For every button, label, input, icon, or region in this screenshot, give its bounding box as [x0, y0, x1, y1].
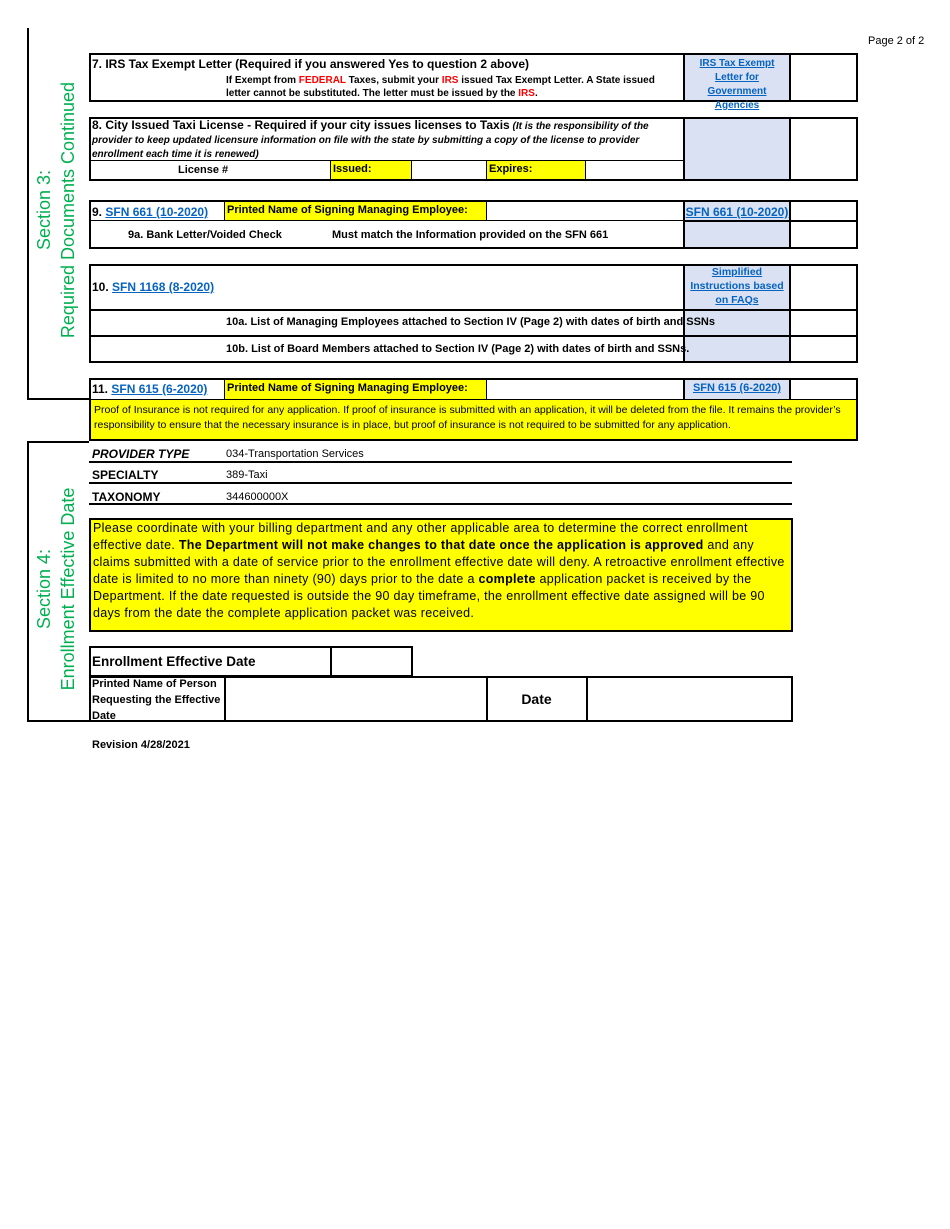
item11-printed-name-label: Printed Name of Signing Managing Employee:	[225, 380, 486, 399]
sfn-615-link[interactable]: SFN 615 (6-2020)	[111, 382, 208, 396]
item9-printed-name-label: Printed Name of Signing Managing Employee:	[225, 202, 486, 220]
item8-blue-cell	[683, 119, 791, 179]
insurance-note: Proof of Insurance is not required for any application. If proof of insurance is submitted with an application, it will be deleted from the file. It remains the provider’s responsibility to ensure that the necessary insurance is in place, but proof of insurance is not required to be submitted for any application.	[89, 399, 858, 441]
provider-type-label: PROVIDER TYPE	[92, 447, 190, 461]
section4-title: Section 4: Enrollment Effective Date	[34, 487, 78, 691]
item7-title: 7. IRS Tax Exempt Letter (Required if you answered Yes to question 2 above)	[92, 57, 530, 71]
specialty-label: SPECIALTY	[92, 468, 159, 482]
item11-printed-name-field[interactable]	[487, 380, 682, 399]
issued-label: Issued:	[330, 161, 412, 179]
expires-label: Expires:	[486, 161, 586, 179]
specialty-value: 389-Taxi	[226, 469, 268, 481]
bank-letter-label: 9a. Bank Letter/Voided Check	[128, 229, 282, 241]
managing-employees-list-label: 10a. List of Managing Employees attached to Section IV (Page 2) with dates of birth and SSNs	[226, 316, 715, 328]
page-number: Page 2 of 2	[868, 35, 925, 47]
effective-date-label: Enrollment Effective Date	[92, 654, 256, 669]
date-label: Date	[521, 691, 552, 707]
requester-name-label: Printed Name of Person Requesting the Effective Date	[92, 678, 221, 722]
license-number-label: License #	[178, 164, 229, 176]
item11-label: 11. SFN 615 (6-2020)	[92, 382, 208, 396]
date-field[interactable]	[588, 678, 791, 720]
provider-type-value: 034-Transportation Services	[226, 448, 364, 460]
bank-letter-note: Must match the Information provided on the SFN 661	[332, 229, 609, 241]
taxonomy-label: TAXONOMY	[92, 490, 161, 504]
item9-printed-name-field[interactable]	[487, 202, 682, 220]
effective-date-field[interactable]	[332, 648, 411, 675]
effective-date-notice: Please coordinate with your billing department and any other applicable area to determine the correct enrollment effective date. The Department will not make changes to that date once the application is approved and any claims submitted with a date of service prior to the enrollment effective date will deny. A retroactive enrollment effective date is limited to no more than ninety (90) days prior to the date a complete application packet is received by the Department. If the date requested is outside the 90 day timeframe, the enrollment effective date assigned will be 90 days from the date the complete application packet was received.	[89, 518, 793, 632]
sfn-661-link[interactable]: SFN 661 (10-2020)	[105, 205, 209, 219]
revision-date: Revision 4/28/2021	[92, 739, 190, 751]
item7-description: If Exempt from FEDERAL Taxes, submit your IRS issued Tax Exempt Letter. A State issued letter cannot be substituted. The letter must be issued by the IRS.	[226, 75, 655, 99]
irs-tax-exempt-letter-link[interactable]: IRS Tax Exempt Letter for Government Agencies	[699, 58, 775, 111]
sfn-615-side-link[interactable]: SFN 615 (6-2020)	[692, 382, 782, 394]
item10-label: 10. SFN 1168 (8-2020)	[92, 280, 215, 294]
requester-name-field[interactable]	[226, 678, 485, 720]
item8-title: 8. City Issued Taxi License - Required if your city issues licenses to Taxis (It is the responsibility of the provider to keep updated licensure information on file with the state by submitting a copy of the license to provider enrollment each time it is renewed)	[92, 118, 649, 160]
sfn-661-side-link[interactable]: SFN 661 (10-2020)	[685, 205, 789, 219]
section3-title: Section 3: Required Documents Continued	[34, 81, 78, 339]
issued-date-field[interactable]	[413, 161, 486, 179]
taxonomy-value: 344600000X	[226, 491, 289, 503]
expires-date-field[interactable]	[587, 161, 682, 179]
simplified-instructions-link[interactable]: Simplified Instructions based on FAQs	[690, 266, 784, 306]
item9-label: 9. SFN 661 (10-2020)	[92, 205, 209, 219]
sfn-1168-link[interactable]: SFN 1168 (8-2020)	[112, 280, 215, 294]
board-members-list-label: 10b. List of Board Members attached to Section IV (Page 2) with dates of birth and SSNs.	[226, 343, 690, 355]
